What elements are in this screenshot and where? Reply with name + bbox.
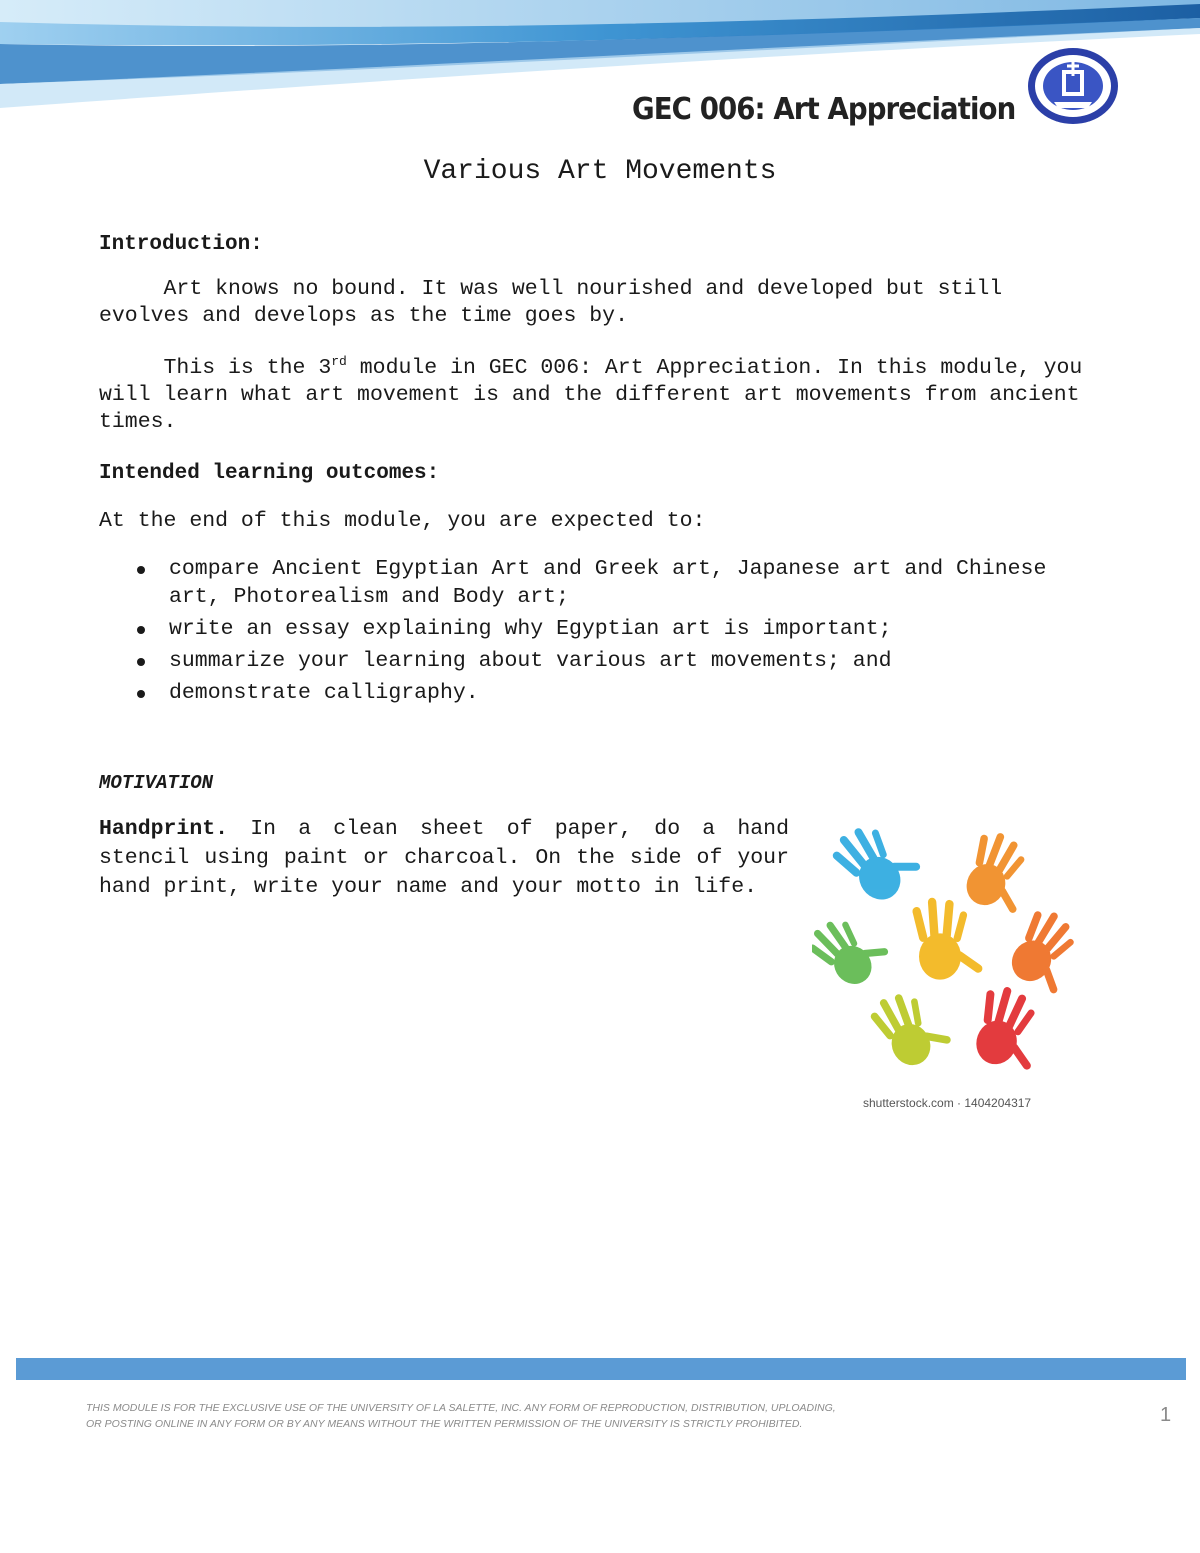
ordinal-suffix: rd — [331, 354, 347, 369]
handprint-icon — [865, 979, 956, 1074]
page-number: 1 — [1160, 1404, 1172, 1426]
list-item: write an essay explaining why Egyptian art is important; — [99, 615, 1103, 643]
handprints-image — [812, 818, 1082, 1080]
copyright-line-1: THIS MODULE IS FOR THE EXCLUSIVE USE OF THE UNIVERSITY OF LA SALETTE, INC. ANY FORM OF REPRODUCTION, DISTRIBUTION, UPLOADING, — [86, 1402, 836, 1414]
copyright-notice — [86, 1400, 966, 1432]
handprint-icon — [912, 898, 985, 980]
paragraph-2-text-end: module in GEC 006: Art Appreciation. In this module, you will learn what art movement is and the different art movements from ancient times. — [99, 356, 1096, 434]
document-title: Various Art Movements — [423, 156, 777, 187]
list-item: demonstrate calligraphy. — [99, 679, 1103, 707]
motivation-heading: MOTIVATION — [99, 772, 214, 794]
outcomes-lead: At the end of this module, you are expected to: — [99, 509, 706, 533]
image-credit: shutterstock.com · 1404204317 — [863, 1096, 1032, 1110]
course-title: GEC 006: Art Appreciation — [632, 92, 1016, 127]
university-seal-logo — [1026, 46, 1120, 126]
handprint-instructions: In a clean sheet of paper, do a hand stencil using paint or charcoal. On the side of your hand print, write your name and your motto in life. — [99, 817, 789, 899]
list-item: compare Ancient Egyptian Art and Greek art, Japanese art and Chinese art, Photorealism and Body art; — [99, 555, 1103, 611]
handprint-icon — [964, 980, 1056, 1077]
footer-bar — [16, 1358, 1186, 1380]
handprint-icon — [812, 902, 894, 996]
handprint-activity — [99, 815, 789, 902]
handprint-icon — [825, 818, 926, 912]
paragraph-2-text-start: This is the 3 — [99, 356, 332, 380]
handprint-label: Handprint. — [99, 817, 229, 841]
outcomes-heading: Intended learning outcomes: — [99, 462, 440, 485]
introduction-heading: Introduction: — [99, 233, 263, 256]
header-wave-banner — [0, 0, 1200, 130]
introduction-paragraph-1: Art knows no bound. It was well nourished and developed but still evolves and develops as the time goes by. — [99, 277, 1016, 328]
handprint-icon — [954, 825, 1045, 920]
copyright-line-2: OR POSTING ONLINE IN ANY FORM OR BY ANY MEANS WITHOUT THE WRITTEN PERMISSION OF THE UNIVERSITY IS STRICTLY PROHIBITED. — [86, 1418, 803, 1430]
list-item: summarize your learning about various art movements; and — [99, 647, 1103, 675]
handprint-icon — [998, 902, 1082, 1000]
outcomes-list — [99, 555, 1103, 711]
introduction-paragraph-2 — [99, 355, 1103, 436]
